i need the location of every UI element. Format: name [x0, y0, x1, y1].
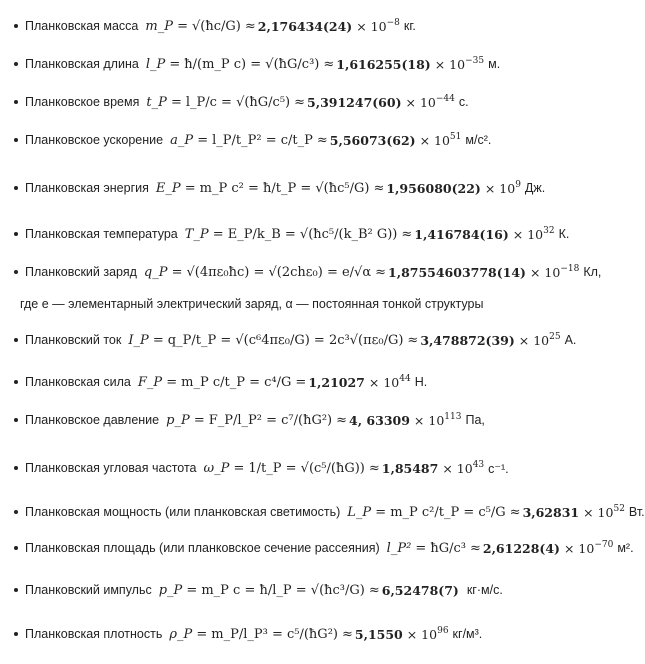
item-value: 4, 63309 — [349, 412, 410, 428]
item-formula: p_P = F_P/l_P² = c⁷/(ħG²) ≈ — [166, 412, 348, 428]
bullet — [14, 632, 18, 636]
item-formula: l_P = ħ/(m_P c) = √(ħG/c³) ≈ — [145, 56, 335, 72]
item-formula: F_P = m_P c/t_P = c⁴/G = — [137, 374, 307, 390]
item-value: 3,62831 — [522, 504, 580, 520]
item-formula: L_P = m_P c²/t_P = c⁵/G ≈ — [347, 504, 521, 520]
item-unit: с⁻¹. — [488, 461, 509, 476]
item-formula: ω_P = 1/t_P = √(c⁵/(ħG)) ≈ — [203, 460, 380, 476]
list-item — [0, 620, 600, 648]
item-label: Планковский импульс — [25, 583, 152, 597]
list-item — [0, 88, 600, 116]
item-value: 5,391247(60) — [307, 94, 402, 110]
item-unit: Вт. — [628, 505, 645, 519]
item-value: 1,956080(22) — [386, 180, 481, 196]
item-label: Планковская температура — [25, 227, 178, 241]
item-label: Планковское время — [25, 95, 140, 109]
bullet — [14, 138, 18, 142]
item-formula: q_P = √(4πε₀ħc) = √(2chε₀) = e/√α ≈ — [143, 264, 387, 280]
list-item — [0, 258, 600, 286]
item-unit: кг/м³. — [452, 627, 483, 641]
item-unit: с. — [458, 95, 469, 109]
item-unit: К. — [558, 227, 570, 241]
item-label: Планковское давление — [25, 413, 160, 427]
bullet — [14, 62, 18, 66]
item-formula: T_P = E_P/k_B = √(ħc⁵/(k_B² G)) ≈ — [184, 226, 413, 242]
item-unit: Па, — [465, 413, 485, 427]
item-formula: p_P = m_P c = ħ/l_P = √(ħc³/G) ≈ — [158, 582, 380, 598]
item-unit: м/с². — [465, 133, 492, 147]
bullet — [14, 232, 18, 236]
item-label: Планковская масса — [25, 19, 139, 33]
item-exp: × $10^{51}$ — [419, 132, 462, 148]
item-unit: кг·м/с. — [466, 583, 503, 597]
item-exp: × $10^{-70}$ — [563, 540, 614, 556]
list-item — [0, 576, 600, 604]
item-exp: × $10^{-18}$ — [529, 264, 580, 280]
item-label: Планковский заряд — [25, 265, 137, 279]
item-exp: × $10^9$ — [484, 180, 521, 196]
item-label: Планковская сила — [25, 375, 131, 389]
item-label: Планковская плотность — [25, 627, 163, 641]
list-item — [0, 126, 600, 154]
bullet — [14, 546, 18, 550]
bullet — [14, 24, 18, 28]
item-label: Планковская площадь (или планковское сечение рассеяния) — [25, 541, 380, 555]
bullet — [14, 380, 18, 384]
item-exp: × $10^{43}$ — [442, 460, 485, 476]
bullet — [14, 100, 18, 104]
item-formula: I_P = q_P/t_P = √(c⁶4πε₀/G) = 2c³√(πε₀/G) ≈ — [128, 332, 419, 348]
item-value: 1,87554603778(14) — [388, 264, 526, 280]
list-item — [0, 368, 600, 396]
item-formula: E_P = m_P c² = ħ/t_P = √(ħc⁵/G) ≈ — [155, 180, 385, 196]
item-unit: кг. — [403, 19, 416, 33]
item-exp: × $10^{-35}$ — [434, 56, 485, 72]
item-exp: × $10^{32}$ — [512, 226, 555, 242]
item-label: Планковский ток — [25, 333, 122, 347]
bullet — [14, 270, 18, 274]
item-value: 2,61228(4) — [482, 540, 560, 556]
item-unit: Кл, — [583, 265, 602, 279]
item-exp: × $10^{52}$ — [583, 504, 625, 520]
bullet — [14, 186, 18, 190]
item-exp: × $10^{44}$ — [368, 374, 411, 390]
item-value: 5,56073(62) — [329, 132, 416, 148]
item-formula: ρ_P = m_P/l_P³ = c⁵/(ħG²) ≈ — [169, 626, 353, 642]
bullet — [14, 338, 18, 342]
bullet — [14, 510, 18, 514]
item-exp: × $10^{113}$ — [413, 412, 462, 428]
list-item — [0, 326, 600, 354]
item-label: Планковское ускорение — [25, 133, 164, 147]
item-unit: м. — [488, 57, 501, 71]
item-label: Планковская энергия — [25, 181, 149, 195]
item-exp: × $10^{-8}$ — [356, 18, 400, 34]
item-value: 1,416784(16) — [414, 226, 509, 242]
item-unit: Дж. — [524, 181, 546, 195]
bullet — [14, 418, 18, 422]
item-formula: l_P² = ħG/c³ ≈ — [386, 540, 481, 556]
note-text: где e — элементарный электрический заряд, α — постоянная тонкой структуры — [20, 297, 484, 311]
list-item — [0, 406, 600, 434]
list-item — [0, 534, 634, 562]
item-exp: × $10^{25}$ — [518, 332, 561, 348]
item-value: 2,176434(24) — [257, 18, 353, 34]
item-unit: А. — [564, 333, 577, 347]
list-item — [0, 12, 600, 40]
list-item — [0, 50, 600, 78]
item-label: Планковская угловая частота — [25, 461, 197, 475]
bullet — [14, 588, 18, 592]
item-value: 1,21027 — [308, 374, 365, 390]
bullet — [14, 466, 18, 470]
item-exp: × $10^{-44}$ — [405, 94, 455, 110]
item-exp: × $10^{96}$ — [406, 626, 449, 642]
item-label: Планковская мощность (или планковская светимость) — [25, 505, 341, 519]
item-unit: Н. — [414, 375, 428, 389]
item-formula: t_P = l_P/c = √(ħG/c⁵) ≈ — [146, 94, 306, 110]
item-value: 1,85487 — [381, 460, 439, 476]
item-value: 1,616255(18) — [336, 56, 431, 72]
list-item — [0, 220, 600, 248]
item-formula: a_P = l_P/t_P² = c/t_P ≈ — [170, 132, 328, 148]
item-value: 3,478872(39) — [420, 332, 515, 348]
list-item — [0, 454, 600, 482]
list-item — [0, 498, 645, 526]
list-item — [0, 174, 600, 202]
item-value: 6,52478(7) — [381, 582, 459, 598]
item-formula: m_P = √(ħc/G) ≈ — [145, 18, 256, 34]
item-label: Планковская длина — [25, 57, 139, 71]
item-value: 5,1550 — [354, 626, 403, 642]
item-unit: м². — [617, 541, 634, 555]
